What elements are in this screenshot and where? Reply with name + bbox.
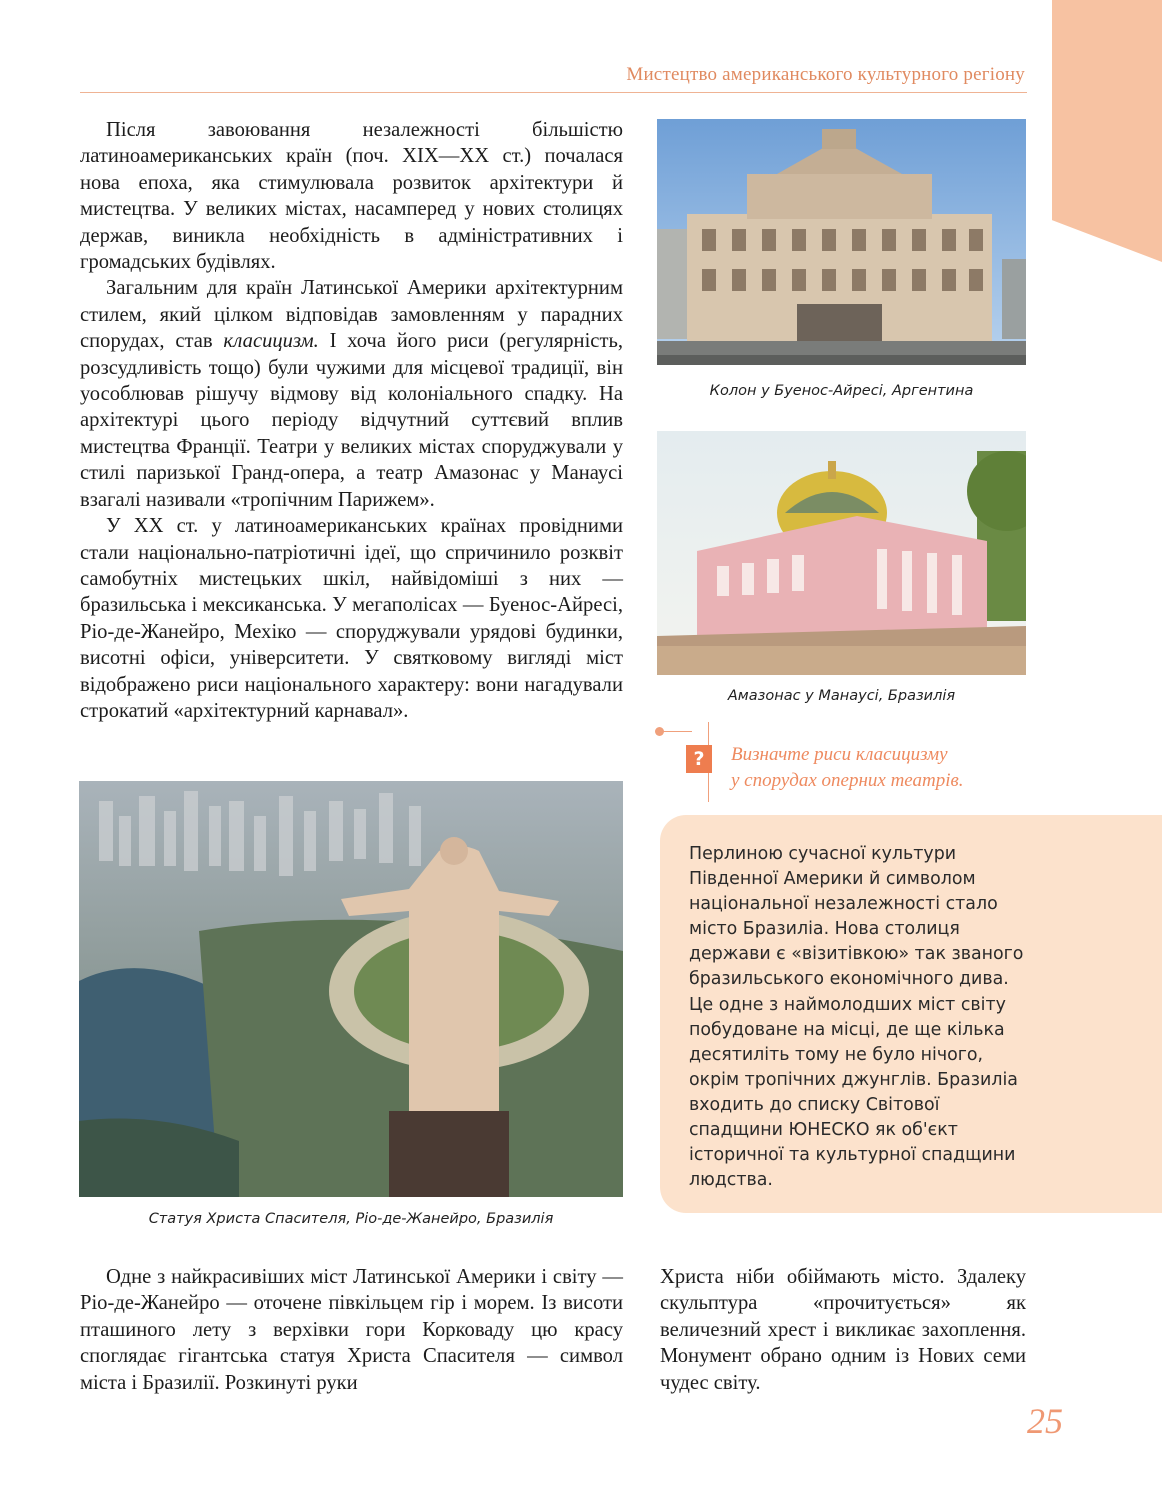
- colon-theatre-photo: [657, 119, 1026, 365]
- paragraph-2-start: Загальним для країн Латинської Америки архітектурним стилем, який цілком відповідав замовленням у парадних спорудах, став: [80, 277, 623, 353]
- question-mark-icon: ?: [686, 745, 712, 773]
- question-text-line-2: у спорудах оперних театрів.: [731, 770, 964, 791]
- paragraph-3: У XX ст. у латиноамериканських країнах провідними стали національно-патріотичні ідеї, що спричинило розквіт самобутніх мистецьких шкіл, найвідоміші з них — бразильська і мексиканська. У мегаполісах — Буенос-Айресі, Ріо-де-Жанейро, Мехіко — споруджували урядові будинки, висотні офіси, університети. У святковому вигляді міст відображено риси національного характеру: вони нагадували строкатий «архітектурний карнавал».: [80, 515, 623, 722]
- bottom-text-right: [660, 1264, 1026, 1396]
- page-number: 25: [1027, 1401, 1063, 1441]
- paragraph-2-term: класицизм.: [223, 330, 319, 353]
- amazonas-theatre-photo: [657, 431, 1026, 675]
- bottom-paragraph-left: Одне з найкрасивіших міст Латинської Америки і світу — Ріо-де-Жанейро — оточене півкільцем гір і морем. Із висоти пташиного лету з верхівки гори Корковаду цю красу споглядає гігантська статуя Христа Спасителя — символ міста і Бразилії. Розкинуті руки: [80, 1266, 623, 1394]
- bottom-paragraph-right: Христа ніби обіймають місто. Здалеку скульптура «прочитується» як величезний хрест і викликає захоплення. Монумент обрано одним із Нових семи чудес світу.: [660, 1266, 1026, 1394]
- header-rule: [80, 92, 1027, 93]
- paragraph-2-end: І хоча його риси (регулярність, розсудливість тощо) були чужими для місцевої традиції, він уособлював рішучу відмову від колоніального спадку. На архітектурі цього періоду відчутний суттєвий вплив мистецтва Франції. Театри у великих містах споруджували у стилі паризької Гранд-опера, а театр Амазонас у Манаусі взагалі називали «тропічним Парижем».: [80, 330, 623, 511]
- question-text: [731, 742, 963, 794]
- info-box-text: Перлиною сучасної культури Південної Америки й символом національної незалежності стало місто Бразиліа. Нова столиця держави є «візитівкою» так званого бразильського економічного дива. Це одне з наймолодших міст світу побудоване на місці, де ще кілька десятиліть тому не було нічого, окрім тропічних джунглів. Бразиліа входить до списку Світової спадщини ЮНЕСКО як об'єкт історичної та культурної спадщини людства.: [689, 844, 1024, 1191]
- running-title: Мистецтво американського культурного регіону: [626, 64, 1025, 85]
- question-marker-line: [662, 731, 692, 732]
- corner-tab-decoration: [1052, 0, 1162, 262]
- bottom-text-left: [80, 1264, 623, 1396]
- amazonas-caption: Амазонас у Манаусі, Бразилія: [727, 688, 956, 704]
- christ-caption: Статуя Христа Спасителя, Ріо-де-Жанейро, Бразилія: [148, 1211, 554, 1227]
- colon-caption: Колон у Буенос-Айресі, Аргентина: [709, 383, 974, 399]
- christ-redeemer-photo: [79, 781, 623, 1197]
- question-text-line-1: Визначте риси класицизму: [731, 744, 948, 765]
- paragraph-1: Після завоювання незалежності більшістю латиноамериканських країн (поч. XIX—XX ст.) почалася нова епоха, яка стимулювала розвиток архітектури й мистецтва. У великих містах, насамперед у нових столицях держав, виникла необхідність в адміністративних і громадських будівлях.: [80, 119, 623, 274]
- paragraph-2: [80, 275, 623, 513]
- main-text-column: [80, 117, 623, 724]
